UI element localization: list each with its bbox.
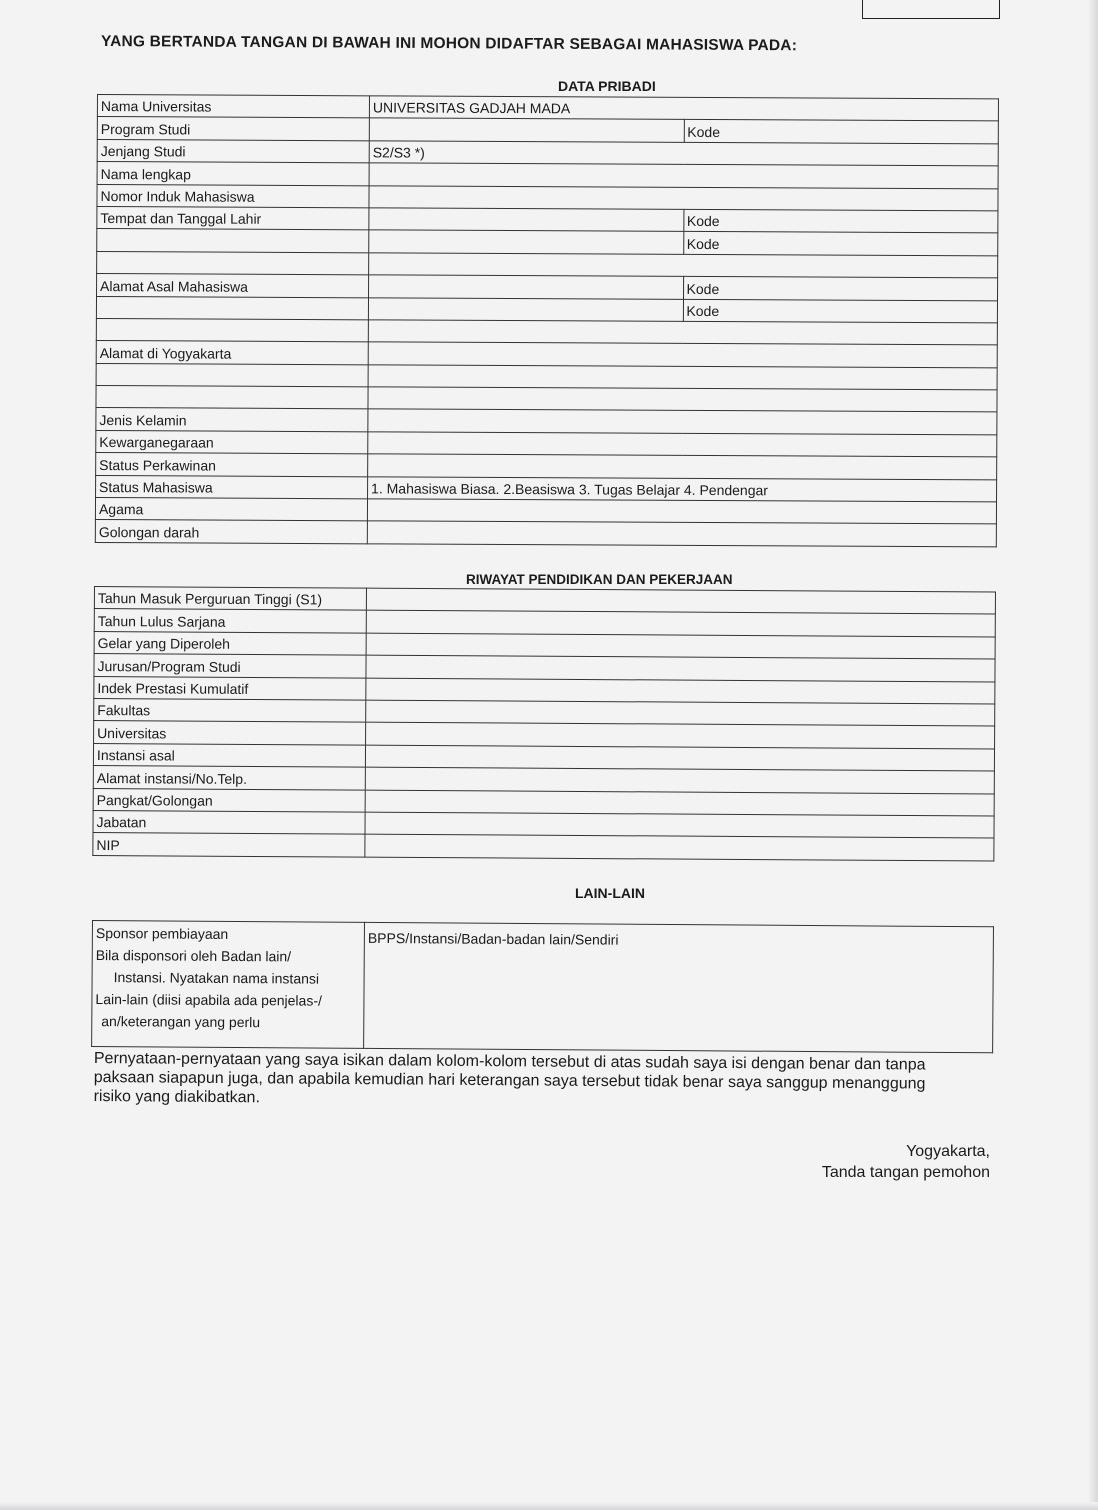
table-row	[93, 833, 994, 861]
riwayat-label: Pangkat/Golongan	[93, 788, 365, 812]
field-nomor-induk[interactable]	[369, 185, 998, 210]
table-row	[95, 520, 996, 547]
label-nama-universitas: Nama Universitas	[97, 95, 369, 119]
label-nama-lengkap: Nama lengkap	[97, 162, 369, 186]
label-lain-lain: Lain-lain (diisi apabila ada penjelas-/	[95, 991, 322, 1009]
label-tempat-tanggal-lahir: Tempat dan Tanggal Lahir	[97, 206, 369, 230]
kode-alamat-asal-1[interactable]: Kode	[683, 276, 998, 300]
lain-lain-table	[91, 920, 994, 1053]
riwayat-label: NIP	[93, 833, 365, 857]
field-jenjang-studi[interactable]: S2/S3 *)	[369, 141, 998, 166]
kode-tanggal-lahir[interactable]: Kode	[683, 232, 998, 256]
field-alamat-yogyakarta-3[interactable]	[368, 387, 997, 412]
page-bottom-shadow	[0, 1502, 1098, 1510]
field-tanggal-lahir[interactable]	[369, 230, 684, 254]
label-nama-instansi: Instansi. Nyatakan nama instansi	[113, 969, 320, 987]
label-empty	[96, 318, 368, 342]
label-status-perkawinan: Status Perkawinan	[96, 453, 368, 477]
section-title-data-pribadi: DATA PRIBADI	[558, 78, 656, 94]
field-agama[interactable]	[367, 499, 996, 524]
riwayat-label: Alamat instansi/No.Telp.	[93, 766, 365, 790]
field-blank[interactable]	[369, 253, 998, 278]
label-nomor-induk: Nomor Induk Mahasiswa	[97, 184, 369, 208]
label-empty	[96, 296, 368, 320]
label-empty	[96, 363, 368, 387]
section-title-riwayat: RIWAYAT PENDIDIKAN DAN PEKERJAAN	[466, 572, 733, 587]
riwayat-field[interactable]	[365, 834, 994, 860]
riwayat-table	[92, 586, 996, 861]
label-status-mahasiswa: Status Mahasiswa	[96, 475, 368, 499]
page-edge-shadow	[1088, 0, 1098, 1510]
riwayat-label: Gelar yang Diperoleh	[94, 631, 366, 655]
photo-box	[862, 0, 1000, 19]
field-nama-universitas[interactable]: UNIVERSITAS GADJAH MADA	[369, 96, 998, 121]
riwayat-label: Jurusan/Program Studi	[94, 654, 366, 678]
field-sponsor[interactable]: BPPS/Instansi/Badan-badan lain/Sendiri	[364, 922, 994, 1052]
label-kewarganegaraan: Kewarganegaraan	[96, 430, 368, 454]
label-empty	[97, 229, 369, 253]
label-empty	[96, 386, 368, 410]
label-empty	[97, 251, 369, 275]
field-alamat-asal-1[interactable]	[369, 275, 684, 299]
section-title-lain-lain: LAIN-LAIN	[575, 885, 645, 901]
riwayat-label: Universitas	[94, 721, 366, 745]
riwayat-label: Indek Prestasi Kumulatif	[94, 676, 366, 700]
field-status-perkawinan[interactable]	[368, 454, 997, 479]
field-nama-lengkap[interactable]	[369, 163, 998, 188]
label-alamat-asal: Alamat Asal Mahasiswa	[97, 274, 369, 298]
kode-alamat-asal-2[interactable]: Kode	[683, 299, 998, 323]
label-jenis-kelamin: Jenis Kelamin	[96, 408, 368, 432]
kode-program-studi[interactable]: Kode	[684, 120, 999, 144]
field-alamat-yogyakarta-2[interactable]	[368, 365, 997, 390]
field-tempat-lahir[interactable]	[369, 208, 684, 232]
field-blank[interactable]	[368, 320, 997, 345]
signature-label: Tanda tangan pemohon	[821, 1164, 990, 1181]
statement-text: Pernyataan-pernyataan yang saya isikan dalam kolom-kolom tersebut di atas sudah saya isi dengan benar dan tanpa paksaan siapapun juga, dan apabila kemudian hari keterangan saya tersebut tidak benar saya sanggup menanggung risiko yang diakibatkan.	[93, 1050, 926, 1107]
riwayat-label: Fakultas	[94, 698, 366, 722]
field-golongan-darah[interactable]	[367, 521, 996, 546]
field-alamat-asal-2[interactable]	[368, 297, 683, 321]
table-row	[92, 921, 994, 1053]
signature-place: Yogyakarta,	[906, 1143, 990, 1160]
riwayat-label: Tahun Masuk Perguruan Tinggi (S1)	[94, 587, 366, 611]
label-jenjang-studi: Jenjang Studi	[97, 139, 369, 163]
field-kewarganegaraan[interactable]	[368, 432, 997, 457]
field-status-mahasiswa[interactable]: 1. Mahasiswa Biasa. 2.Beasiswa 3. Tugas Belajar 4. Pendengar	[368, 476, 997, 501]
riwayat-label: Jabatan	[93, 810, 365, 834]
label-golongan-darah: Golongan darah	[95, 520, 367, 544]
riwayat-label: Instansi asal	[93, 743, 365, 767]
form-heading: YANG BERTANDA TANGAN DI BAWAH INI MOHON DIDAFTAR SEBAGAI MAHASISWA PADA:	[100, 33, 798, 55]
field-program-studi[interactable]	[369, 118, 684, 142]
label-keterangan: an/keterangan yang perlu	[101, 1013, 261, 1031]
kode-tempat-lahir[interactable]: Kode	[683, 209, 998, 233]
lain-lain-label-cell	[92, 921, 365, 1049]
riwayat-label: Tahun Lulus Sarjana	[94, 609, 366, 633]
field-alamat-yogyakarta-1[interactable]	[368, 342, 997, 367]
label-alamat-yogyakarta: Alamat di Yogyakarta	[96, 341, 368, 365]
label-sponsor: Sponsor pembiayaan	[95, 925, 229, 942]
label-disponsori: Bila disponsori oleh Badan lain/	[95, 947, 292, 965]
field-jenis-kelamin[interactable]	[368, 409, 997, 434]
label-agama: Agama	[95, 498, 367, 522]
label-program-studi: Program Studi	[97, 117, 369, 141]
signature-block	[760, 1141, 990, 1183]
data-pribadi-table	[95, 94, 999, 547]
